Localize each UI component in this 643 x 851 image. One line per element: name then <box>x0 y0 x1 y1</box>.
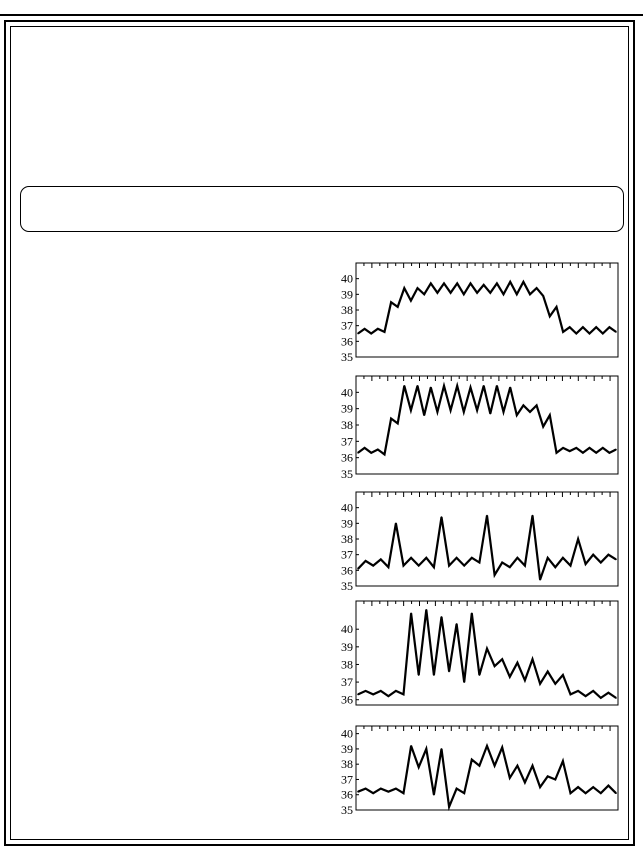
data-point <box>395 690 397 692</box>
data-point <box>501 562 503 564</box>
data-point <box>509 676 511 678</box>
data-point <box>403 694 405 696</box>
data-point <box>570 694 572 696</box>
y-tick-label: 40 <box>341 271 353 286</box>
data-point <box>615 697 617 699</box>
y-tick-label: 39 <box>341 516 353 531</box>
data-point <box>380 559 382 561</box>
data-point <box>425 609 427 611</box>
data-point <box>589 333 591 335</box>
temperature-chart-3 <box>336 488 620 593</box>
data-point <box>430 283 432 285</box>
data-point <box>542 295 544 297</box>
y-tick-label: 38 <box>341 657 353 672</box>
data-point <box>585 563 587 565</box>
data-point <box>456 788 458 790</box>
data-point <box>357 568 359 570</box>
data-point <box>615 331 617 333</box>
data-point <box>547 557 549 559</box>
data-point <box>589 447 591 449</box>
data-point <box>357 791 359 793</box>
data-point <box>486 648 488 650</box>
y-tick-label: 38 <box>341 303 353 317</box>
data-point <box>570 792 572 794</box>
y-tick-label: 39 <box>341 639 353 654</box>
data-point <box>433 794 435 796</box>
data-point <box>539 786 541 788</box>
y-tick-label: 36 <box>341 450 353 465</box>
data-point <box>443 385 445 387</box>
data-point <box>539 579 541 581</box>
data-point <box>524 680 526 682</box>
data-point <box>582 452 584 454</box>
data-point <box>501 658 503 660</box>
top-rule <box>0 14 643 16</box>
data-point <box>539 683 541 685</box>
data-point <box>441 516 443 518</box>
y-tick-label: 37 <box>341 434 353 449</box>
data-point <box>501 747 503 749</box>
data-point <box>524 782 526 784</box>
data-point <box>569 450 571 452</box>
data-point <box>380 788 382 790</box>
data-point <box>463 294 465 296</box>
y-tick-label: 38 <box>341 418 353 432</box>
data-point <box>517 557 519 559</box>
data-point <box>615 449 617 451</box>
data-point <box>562 447 564 449</box>
data-point <box>470 387 472 389</box>
data-point <box>443 283 445 285</box>
data-point <box>470 283 472 285</box>
data-point <box>456 385 458 387</box>
data-point <box>536 287 538 289</box>
data-point <box>471 759 473 761</box>
plot-area-border <box>356 263 618 357</box>
y-tick-label: 37 <box>341 547 353 562</box>
data-point <box>471 613 473 615</box>
data-point <box>542 426 544 428</box>
data-point <box>486 745 488 747</box>
data-point <box>592 690 594 692</box>
data-point <box>364 328 366 330</box>
data-point <box>479 765 481 767</box>
data-point <box>384 454 386 456</box>
data-point <box>490 413 492 415</box>
data-point <box>609 326 611 328</box>
plot-area-border <box>356 376 618 474</box>
data-point <box>532 765 534 767</box>
data-point <box>523 281 525 283</box>
data-point <box>463 411 465 413</box>
data-point <box>483 385 485 387</box>
data-point <box>450 292 452 294</box>
data-point <box>483 284 485 286</box>
data-point <box>437 411 439 413</box>
y-tick-label: 40 <box>341 500 353 515</box>
data-point <box>600 697 602 699</box>
data-point <box>418 674 420 676</box>
data-point <box>554 683 556 685</box>
data-point <box>556 306 558 308</box>
data-point <box>410 300 412 302</box>
y-tick-label: 38 <box>341 757 353 772</box>
y-tick-label: 40 <box>341 726 353 741</box>
data-point <box>418 565 420 567</box>
y-tick-label: 38 <box>341 532 353 546</box>
data-point <box>595 326 597 328</box>
data-point <box>410 613 412 615</box>
data-point <box>410 410 412 412</box>
data-point <box>494 765 496 767</box>
data-point <box>410 557 412 559</box>
data-point <box>523 405 525 407</box>
data-point <box>602 333 604 335</box>
y-tick-label: 40 <box>341 622 353 637</box>
y-tick-label: 40 <box>341 385 353 400</box>
data-point <box>582 326 584 328</box>
data-point <box>517 662 519 664</box>
data-point <box>529 411 531 413</box>
data-point <box>509 281 511 283</box>
data-point <box>479 562 481 564</box>
data-point <box>600 562 602 564</box>
data-point <box>441 616 443 618</box>
data-point <box>448 671 450 673</box>
data-point <box>388 566 390 568</box>
data-point <box>494 665 496 667</box>
data-point <box>577 690 579 692</box>
data-point <box>576 447 578 449</box>
data-point <box>456 557 458 559</box>
data-point <box>463 792 465 794</box>
data-point <box>365 560 367 562</box>
data-point <box>365 690 367 692</box>
data-point <box>450 410 452 412</box>
data-point <box>430 387 432 389</box>
data-point <box>395 523 397 525</box>
data-point <box>357 333 359 335</box>
data-point <box>403 565 405 567</box>
data-point <box>423 414 425 416</box>
data-point <box>554 566 556 568</box>
data-point <box>417 287 419 289</box>
data-point <box>516 414 518 416</box>
data-point <box>479 674 481 676</box>
y-tick-label: 35 <box>341 579 353 593</box>
y-tick-label: 39 <box>341 401 353 416</box>
y-tick-label: 36 <box>341 563 353 578</box>
temperature-chart-5 <box>336 722 620 817</box>
data-point <box>456 623 458 625</box>
y-tick-label: 36 <box>341 787 353 802</box>
data-point <box>490 292 492 294</box>
data-point <box>384 331 386 333</box>
data-point <box>509 566 511 568</box>
y-tick-label: 36 <box>341 334 353 349</box>
data-point <box>496 385 498 387</box>
data-point <box>503 294 505 296</box>
data-point <box>577 786 579 788</box>
data-point <box>463 565 465 567</box>
data-point <box>496 283 498 285</box>
data-point <box>433 674 435 676</box>
data-point <box>397 306 399 308</box>
data-point <box>476 410 478 412</box>
y-tick-label: 37 <box>341 772 353 787</box>
data-point <box>357 694 359 696</box>
data-point <box>404 385 406 387</box>
data-point <box>554 779 556 781</box>
data-point <box>425 748 427 750</box>
data-point <box>509 387 511 389</box>
y-tick-label: 35 <box>341 803 353 817</box>
data-point <box>476 292 478 294</box>
data-point <box>529 294 531 296</box>
data-point <box>503 411 505 413</box>
data-point <box>532 515 534 517</box>
data-point <box>547 776 549 778</box>
data-point <box>576 333 578 335</box>
data-point <box>517 765 519 767</box>
data-point <box>608 785 610 787</box>
data-point <box>562 760 564 762</box>
data-point <box>423 294 425 296</box>
y-tick-label: 35 <box>341 350 353 364</box>
data-point <box>377 328 379 330</box>
plot-area-border <box>356 601 618 705</box>
data-point <box>592 554 594 556</box>
data-point <box>448 806 450 808</box>
data-point <box>380 690 382 692</box>
data-point <box>524 565 526 567</box>
temperature-chart-4 <box>336 597 620 707</box>
data-point <box>425 557 427 559</box>
data-point <box>403 792 405 794</box>
data-point <box>390 418 392 420</box>
data-point <box>494 574 496 576</box>
data-point <box>585 792 587 794</box>
data-point <box>364 447 366 449</box>
data-point <box>532 658 534 660</box>
data-point <box>608 692 610 694</box>
y-tick-label: 36 <box>341 692 353 707</box>
data-point <box>417 385 419 387</box>
data-point <box>410 745 412 747</box>
data-point <box>516 294 518 296</box>
data-point <box>471 557 473 559</box>
data-point <box>370 452 372 454</box>
data-point <box>437 292 439 294</box>
data-point <box>547 671 549 673</box>
data-point <box>357 452 359 454</box>
data-point <box>486 515 488 517</box>
data-point <box>608 554 610 556</box>
y-tick-label: 39 <box>341 287 353 302</box>
data-point <box>395 788 397 790</box>
y-tick-label: 39 <box>341 741 353 756</box>
data-point <box>556 452 558 454</box>
data-point <box>404 287 406 289</box>
data-point <box>577 538 579 540</box>
data-point <box>615 559 617 561</box>
plot-area-border <box>356 726 618 810</box>
temperature-chart-1 <box>336 259 620 364</box>
temperature-chart-2 <box>336 372 620 481</box>
data-point <box>388 791 390 793</box>
y-tick-label: 35 <box>341 467 353 481</box>
data-point <box>615 792 617 794</box>
data-point <box>562 674 564 676</box>
data-point <box>595 452 597 454</box>
data-point <box>549 315 551 317</box>
data-point <box>549 414 551 416</box>
data-point <box>441 748 443 750</box>
data-point <box>372 565 374 567</box>
y-tick-label: 37 <box>341 318 353 333</box>
data-point <box>592 786 594 788</box>
data-point <box>562 331 564 333</box>
data-point <box>377 449 379 451</box>
data-point <box>569 326 571 328</box>
callout-box <box>20 186 624 232</box>
data-point <box>370 333 372 335</box>
data-point <box>390 301 392 303</box>
data-point <box>372 792 374 794</box>
data-point <box>536 405 538 407</box>
data-point <box>365 788 367 790</box>
y-tick-label: 37 <box>341 675 353 690</box>
data-point <box>388 695 390 697</box>
data-point <box>570 565 572 567</box>
data-point <box>609 452 611 454</box>
data-point <box>509 777 511 779</box>
data-point <box>418 766 420 768</box>
data-point <box>585 695 587 697</box>
data-point <box>562 557 564 559</box>
data-point <box>372 694 374 696</box>
data-point <box>456 283 458 285</box>
data-point <box>600 792 602 794</box>
data-point <box>602 447 604 449</box>
data-point <box>463 681 465 683</box>
data-point <box>448 565 450 567</box>
data-point <box>433 566 435 568</box>
data-point <box>397 423 399 425</box>
